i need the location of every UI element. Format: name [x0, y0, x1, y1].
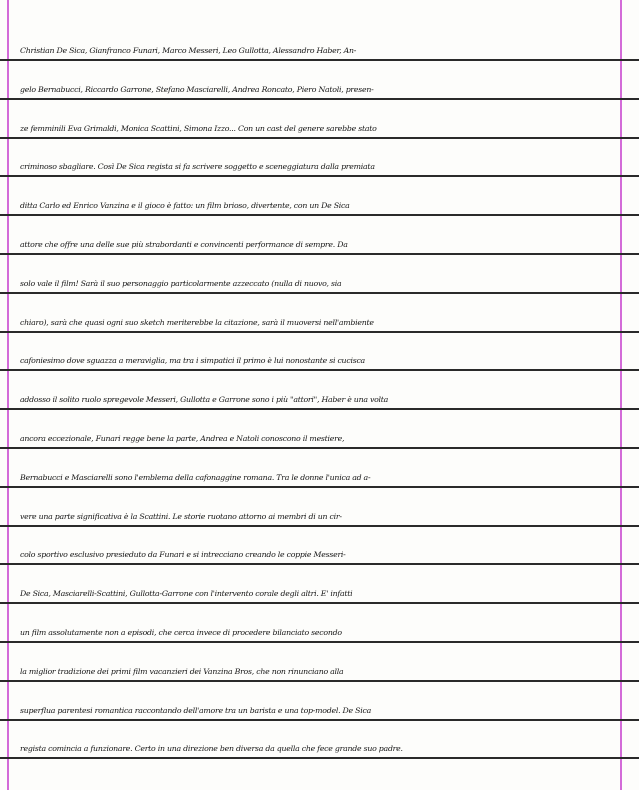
text-line-7: solo vale il film! Sarà il suo personaggio particolarmente azzeccato (nulla di nuovo, sia: [20, 279, 342, 288]
text-line-19: regista comincia a funzionare. Certo in una direzione ben diversa da quella che fece grande suo padre.: [20, 744, 403, 753]
text-line-17: la miglior tradizione dei primi film vacanzieri dei Vanzina Bros, che non rinunciano alla: [20, 667, 344, 676]
text-line-3: ze femminili Eva Grimaldi, Monica Scattini, Simona Izzo... Con un cast del genere sarebbe stato: [20, 124, 377, 133]
ruled-line: [0, 59, 639, 61]
text-line-10: addosso il solito ruolo spregevole Messeri, Gullotta e Garrone sono i più "attori", Haber è una volta: [20, 395, 389, 404]
ruled-line: [0, 563, 639, 565]
ruled-line: [0, 369, 639, 371]
text-line-16: un film assolutamente non a episodi, che cerca invece di procedere bilanciato secondo: [20, 628, 342, 637]
ruled-line: [0, 175, 639, 177]
text-line-15: De Sica, Masciarelli-Scattini, Gullotta-Garrone con l'intervento corale degli altri. E' infatti: [20, 589, 353, 598]
ruled-line: [0, 486, 639, 488]
right-margin-line: [620, 0, 622, 790]
text-line-9: cafoniesimo dove sguazza a meraviglia, ma tra i simpatici il primo è lui nonostante si cucisca: [20, 356, 365, 365]
text-line-2: gelo Bernabucci, Riccardo Garrone, Stefano Masciarelli, Andrea Roncato, Piero Natoli, presen-: [20, 85, 374, 94]
text-line-5: ditta Carlo ed Enrico Vanzina e il gioco è fatto: un film brioso, divertente, con un De Sica: [20, 201, 350, 210]
text-line-11: ancora eccezionale, Funari regge bene la parte, Andrea e Natoli conoscono il mestiere,: [20, 434, 345, 443]
text-line-8: chiaro), sarà che quasi ogni suo sketch meriterebbe la citazione, sarà il muoversi nell'ambiente: [20, 318, 374, 327]
text-line-14: colo sportivo esclusivo presieduto da Funari e si intrecciano creando le coppie Messeri-: [20, 550, 346, 559]
ruled-line: [0, 214, 639, 216]
text-line-6: attore che offre una delle sue più strabordanti e convincenti performance di sempre. Da: [20, 240, 348, 249]
ruled-line: [0, 292, 639, 294]
ruled-line: [0, 680, 639, 682]
ruled-line: [0, 525, 639, 527]
ruled-line: [0, 602, 639, 604]
ruled-line: [0, 253, 639, 255]
ruled-line: [0, 641, 639, 643]
left-margin-line: [7, 0, 9, 790]
ruled-line: [0, 137, 639, 139]
ruled-line: [0, 719, 639, 721]
ruled-line: [0, 331, 639, 333]
text-line-4: criminoso sbagliare. Così De Sica regista si fa scrivere soggetto e sceneggiatura dalla premiata: [20, 162, 375, 171]
ruled-line: [0, 757, 639, 759]
text-line-1: Christian De Sica, Gianfranco Funari, Marco Messeri, Leo Gullotta, Alessandro Haber, An-: [20, 46, 357, 55]
ruled-line: [0, 447, 639, 449]
ruled-line: [0, 408, 639, 410]
text-line-18: superflua parentesi romantica raccontando dell'amore tra un barista e una top-model. De Sica: [20, 706, 371, 715]
text-line-12: Bernabucci e Masciarelli sono l'emblema della cafonaggine romana. Tra le donne l'unica ad a-: [20, 473, 371, 482]
ruled-line: [0, 98, 639, 100]
text-line-13: vere una parte significativa è la Scattini. Le storie ruotano attorno ai membri di un cir-: [20, 512, 342, 521]
